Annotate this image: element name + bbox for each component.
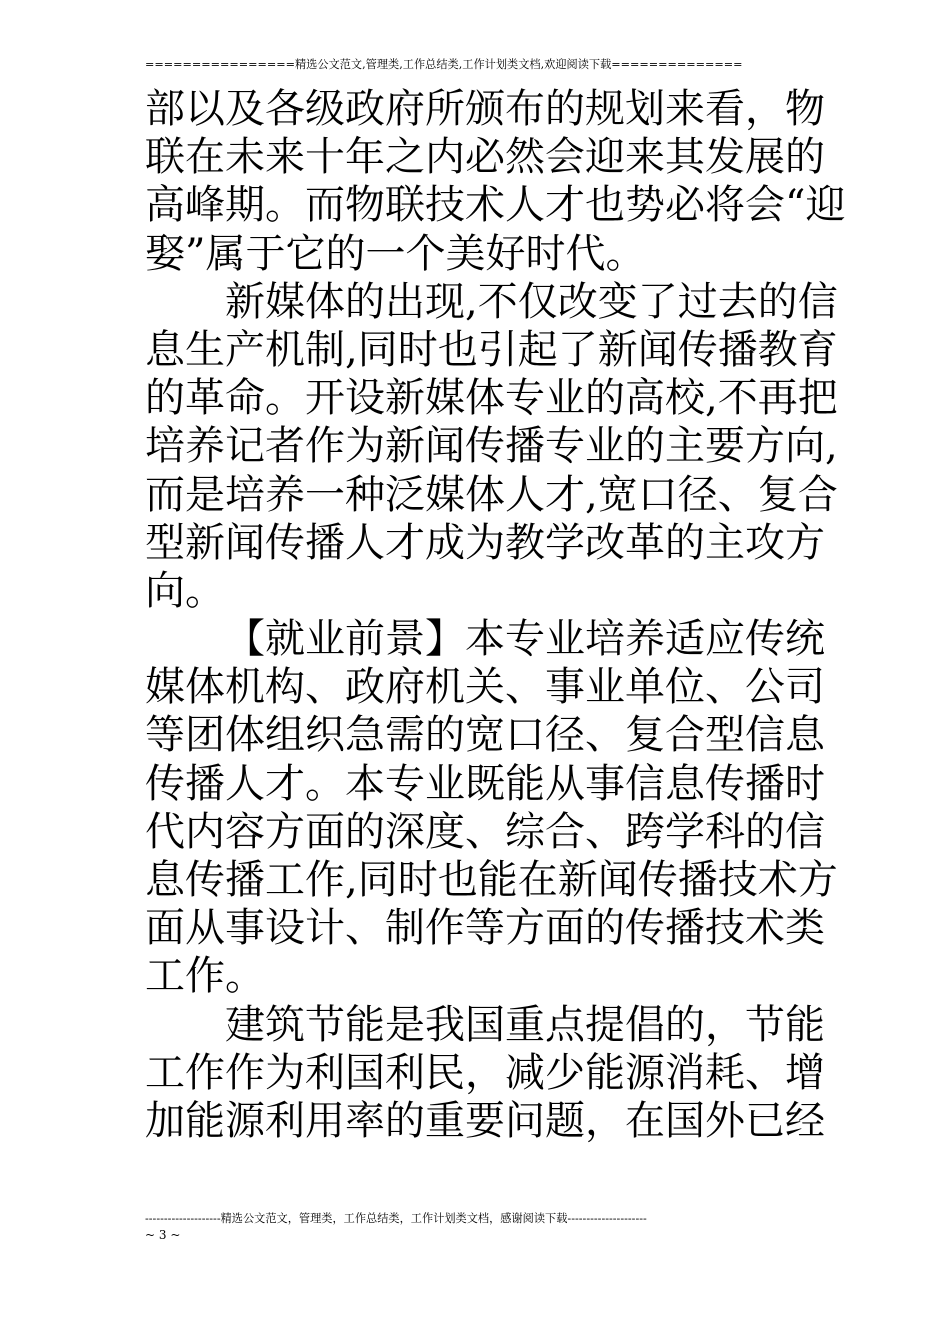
page-footer: --------------------精选公文范文，管理类，工作总结类，工作计划类文档，感谢阅读下载--------------------- xyxy=(145,1212,647,1225)
text-line: 面从事设计、制作等方面的传播技术类 xyxy=(145,905,825,952)
text-line: 加能源利用率的重要问题，在国外已经 xyxy=(145,1097,825,1144)
text-line: 型新闻传播人才成为教学改革的主攻方 xyxy=(145,519,825,566)
text-line: 工作。 xyxy=(145,953,265,1000)
paragraph xyxy=(145,615,838,1001)
text-line: 新媒体的出现,不仅改变了过去的信 xyxy=(225,278,838,325)
text-line: 高峰期。而物联技术人才也势必将会“迎 xyxy=(145,182,846,229)
text-line: 息传播工作,同时也能在新闻传播技术方 xyxy=(145,857,838,903)
text-line: 娶”属于它的一个美好时代。 xyxy=(145,230,646,277)
text-line: 等团体组织急需的宽口径、复合型信息 xyxy=(145,712,825,759)
text-line: 媒体机构、政府机关、事业单位、公司 xyxy=(145,664,825,711)
page-header: ================精选公文范文,管理类,工作总结类,工作计划类文档,欢迎阅读下载============== xyxy=(145,58,743,71)
text-line: 代内容方面的深度、综合、跨学科的信 xyxy=(145,808,825,855)
paragraph xyxy=(145,1001,825,1146)
page-number: ~ 3 ~ xyxy=(145,1228,181,1242)
text-line: 培养记者作为新闻传播专业的主要方向, xyxy=(145,423,838,470)
text-line: 工作作为利国利民，减少能源消耗、增 xyxy=(145,1049,825,1096)
text-line: 【就业前景】本专业培养适应传统 xyxy=(225,616,825,663)
text-line: 的革命。开设新媒体专业的高校,不再把 xyxy=(145,375,838,422)
paragraph xyxy=(145,278,838,615)
text-line: 部以及各级政府所颁布的规划来看，物 xyxy=(145,86,825,132)
text-line: 而是培养一种泛媒体人才,宽口径、复合 xyxy=(145,471,838,518)
paragraph xyxy=(145,85,846,278)
text-line: 联在未来十年之内必然会迎来其发展的 xyxy=(145,134,825,181)
text-line: 息生产机制,同时也引起了新闻传播教育 xyxy=(145,326,838,373)
text-line: 建筑节能是我国重点提倡的，节能 xyxy=(225,1001,825,1048)
text-line: 传播人才。本专业既能从事信息传播时 xyxy=(145,760,825,807)
document-body xyxy=(145,85,846,1145)
text-line: 向。 xyxy=(145,567,225,614)
